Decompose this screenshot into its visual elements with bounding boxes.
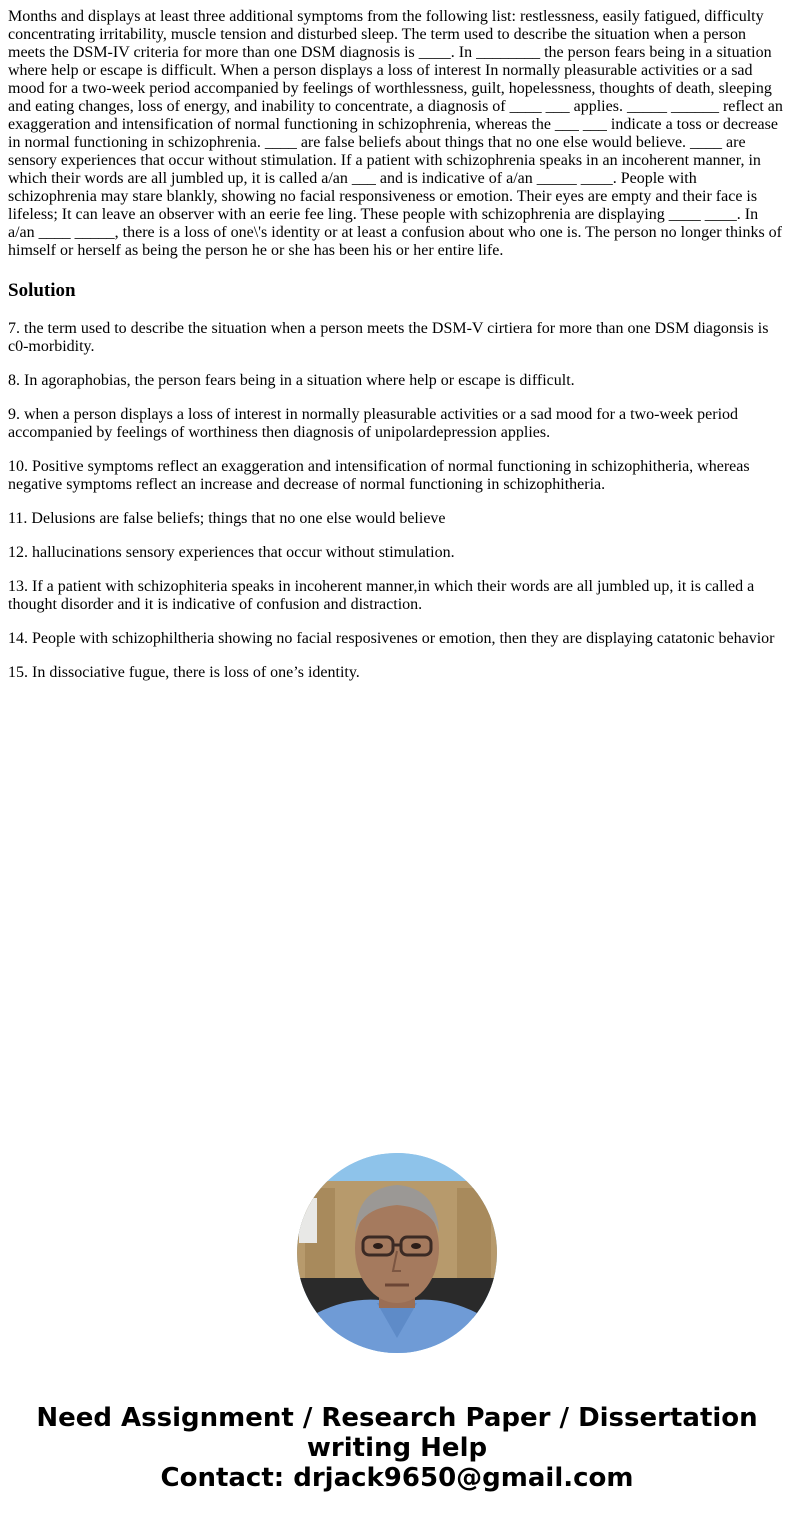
answer-item: 7. the term used to describe the situation when a person meets the DSM-V cirtiera for more than one DSM diagonsis is c0-morbidity. — [8, 320, 769, 355]
promo-contact: Contact: drjack9650@gmail.com — [160, 1463, 634, 1493]
promo-headline: Need Assignment / Research Paper / Dissertation — [36, 1403, 758, 1433]
answer-item: 13. If a patient with schizophiteria speaks in incoherent manner,in which their words are all jumbled up, it is called a thought disorder and it is indicative of confusion and distraction. — [8, 578, 755, 613]
solution-answers — [8, 320, 786, 682]
answer-item: 14. People with schizophiltheria showing no facial resposivenes or emotion, then they are displaying catatonic behavior — [8, 630, 775, 647]
answer-item: 15. In dissociative fugue, there is loss of one’s identity. — [8, 664, 360, 681]
person-photo-icon — [297, 1153, 497, 1353]
answer-item: 10. Positive symptoms reflect an exaggeration and intensification of normal functioning in schizophitheria, whereas negative symptoms reflect an increase and decrease of normal functioning in schizophitheria. — [8, 458, 750, 493]
avatar — [297, 1153, 497, 1353]
question-text: Months and displays at least three additional symptoms from the following list: restlessness, easily fatigued, difficulty concentrating irritability, muscle tension and disturbed sleep. The term used to describe the situation when a person meets the DSM-IV criteria for more than one DSM diagnosis is ____. In ________ the person fears being in a situation where help or escape is difficult. When a person displays a loss of interest In normally pleasurable activities or a sad mood for a two-week period accompanied by feelings of worthlessness, guilt, hopelessness, thoughts of death, sleeping and eating changes, loss of energy, and inability to concentrate, a diagnosis of ____ ___ applies. _____ ______ reflect an exaggeration and intensification of normal functioning in schizophrenia, whereas the ___ ___ indicate a toss or decrease in normal functioning in schizophrenia. ____ are false beliefs about things that no one else would believe. ____ are sensory experiences that occur without stimulation. If a patient with schizophrenia speaks in an incoherent manner, in which their words are all jumbled up, it is called a/an ___ and is indicative of a/an _____ ____. People with schizophrenia may stare blankly, showing no facial responsiveness or emotion. Their eyes are empty and their face is lifeless; It can leave an observer with an eerie fee ling. These people with schizophrenia are displaying ____ ____. In a/an ____ _____, there is a loss of one\'s identity or at least a confusion about who one is. The person no longer thinks of himself or herself as being the person he or she has been his or her entire life. — [8, 8, 783, 259]
solution-heading: Solution — [8, 280, 76, 301]
answer-item: 11. Delusions are false beliefs; things that no one else would believe — [8, 510, 446, 527]
promo-text — [0, 1403, 794, 1493]
promo-subheadline: writing Help — [306, 1433, 488, 1463]
promo-section — [0, 1153, 794, 1493]
answer-item: 8. In agoraphobias, the person fears being in a situation where help or escape is difficult. — [8, 372, 575, 389]
document-body — [0, 0, 794, 682]
answer-item: 9. when a person displays a loss of interest in normally pleasurable activities or a sad mood for a two-week period accompanied by feelings of worthiness then diagnosis of unipolardepression applies. — [8, 406, 739, 441]
answer-item: 12. hallucinations sensory experiences that occur without stimulation. — [8, 544, 455, 561]
